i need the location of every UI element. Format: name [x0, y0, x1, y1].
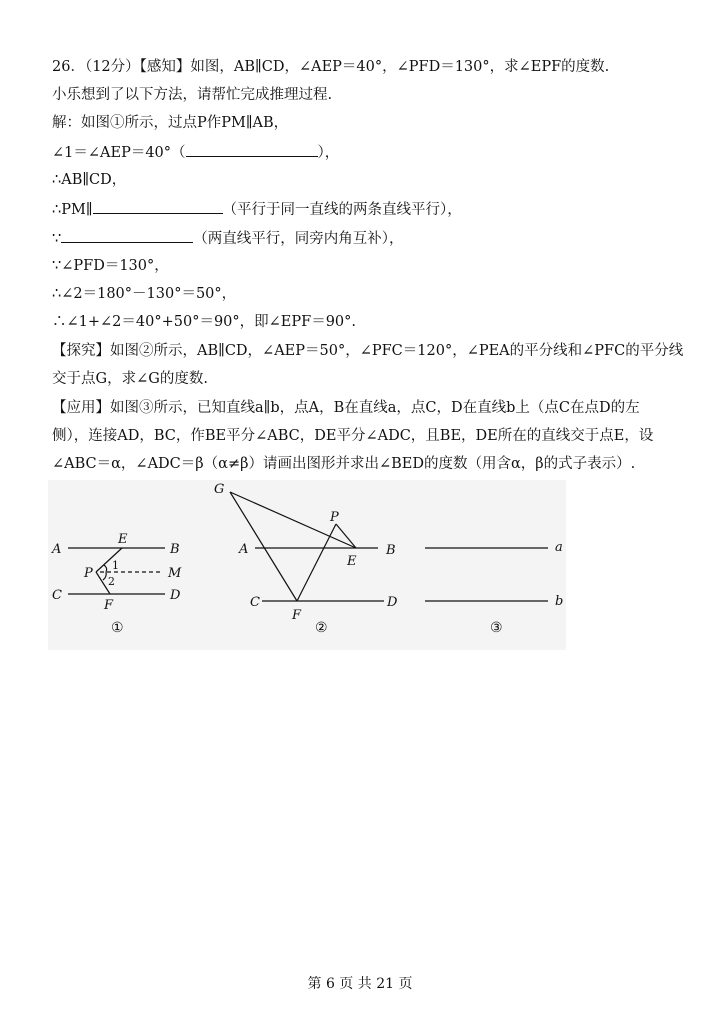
fig1-caption: ①: [111, 620, 124, 636]
fig2-label-g: G: [214, 482, 225, 497]
solution-line-5-text: ∵: [52, 231, 62, 247]
apply-line-2: 侧），连接AD，BC，作BE平分∠ABC，DE平分∠ADC，且BE，DE所在的直线交于点E，设: [52, 428, 654, 444]
solution-line-6: ∵∠PFD＝130°，: [52, 258, 169, 274]
fig1-label-p: P: [84, 566, 93, 581]
solution-line-4: [52, 199, 462, 220]
figure-background: [48, 480, 566, 650]
fig1-angle-2-label: 2: [108, 575, 115, 588]
apply-statement: 如图③所示，已知直线a∥b，点A，B在直线a，点C，D在直线b上（点C在点D的左: [110, 400, 640, 416]
apply-tag: 【应用】: [52, 400, 110, 416]
fig1-angle-1-label: 1: [112, 559, 119, 572]
problem-score: （12分）: [84, 59, 140, 75]
perceive-statement: 如图，AB∥CD，∠AEP＝40°，∠PFD＝130°，求∠EPF的度数.: [190, 59, 610, 75]
fig3-label-a: a: [555, 540, 563, 555]
fig2-label-a: A: [239, 542, 249, 557]
apply-line-3: ∠ABC＝α，∠ADC＝β（α≠β）请画出图形并求出∠BED的度数（用含α，β的式子表示）.: [52, 456, 636, 472]
fig1-label-m: M: [168, 566, 182, 581]
solution-line-4-text: ∴PM∥: [52, 202, 93, 218]
fig3-caption: ③: [490, 620, 503, 636]
solution-line-2-end: ），: [317, 145, 340, 161]
page-footer: 第 6 页 共 21 页: [307, 976, 413, 992]
answer-blank-2[interactable]: [93, 199, 223, 214]
solution-line-8: ∴∠1+∠2＝40°+50°＝90°，即∠EPF＝90°.: [52, 314, 357, 330]
fig2-label-f: F: [292, 608, 302, 623]
fig1-label-a: A: [52, 542, 62, 557]
solution-line-5: [52, 228, 403, 249]
explore-line-1: [52, 341, 683, 361]
solution-line-1: 解：如图①所示，过点P作PM∥AB，: [52, 115, 289, 131]
solution-line-5-reason: （两直线平行，同旁内角互补），: [193, 231, 404, 247]
explore-tag: 【探究】: [52, 343, 110, 359]
explore-statement: 如图②所示，AB∥CD，∠AEP＝50°，∠PFC＝120°，∠PEA的平分线和∠PFC的平分线: [110, 343, 684, 359]
solution-line-3: ∴AB∥CD，: [52, 172, 127, 188]
intro-text: 小乐想到了以下方法，请帮忙完成推理过程.: [52, 87, 333, 103]
fig1-label-b: B: [170, 542, 180, 557]
solution-line-2: [52, 142, 339, 163]
fig2-caption: ②: [315, 620, 328, 636]
fig1-label-d: D: [170, 588, 181, 603]
solution-line-7: ∴∠2＝180°－130°＝50°，: [52, 286, 237, 302]
apply-line-1: [52, 398, 640, 418]
answer-blank-1[interactable]: [186, 142, 318, 157]
explore-line-2: 交于点G，求∠G的度数.: [52, 371, 208, 387]
figures-panel: [0, 470, 720, 650]
fig1-label-f: F: [104, 598, 114, 613]
problem-header: [52, 57, 609, 77]
problem-number: 26．: [52, 59, 85, 75]
fig2-label-d: D: [387, 595, 398, 610]
fig2-label-p: P: [330, 510, 339, 525]
solution-line-2-text: ∠1＝∠AEP＝40°（: [52, 145, 186, 161]
fig2-label-e: E: [347, 554, 357, 569]
fig2-label-b: B: [386, 543, 396, 558]
fig1-label-c: C: [52, 588, 62, 603]
fig3-label-b: b: [555, 594, 564, 609]
perceive-tag: 【感知】: [139, 59, 191, 75]
answer-blank-3[interactable]: [61, 228, 193, 243]
fig1-label-e: E: [118, 532, 128, 547]
fig2-label-c: C: [250, 595, 260, 610]
solution-line-4-reason: （平行于同一直线的两条直线平行），: [222, 202, 462, 218]
